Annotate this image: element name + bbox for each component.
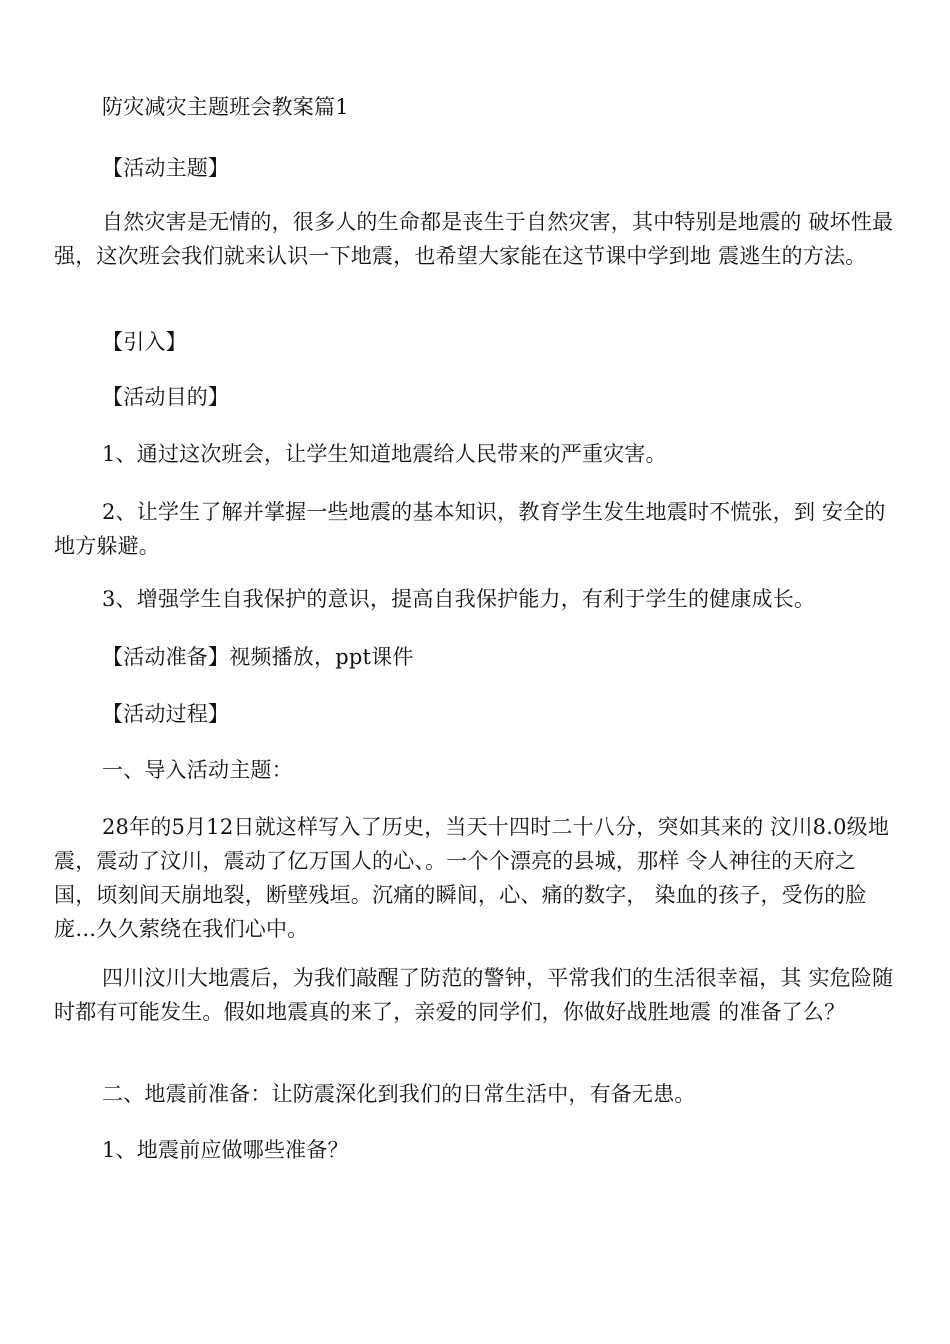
process-step-heading-1: 一、导入活动主题： — [102, 758, 293, 782]
paragraph-theme-description: 自然灾害是无情的，很多人的生命都是丧生于自然灾害，其中特别是地震的 破坏性最强，这次班会我们就来认识一下地震，也希望大家能在这节课中学到地 震逃生的方法。 — [54, 210, 894, 268]
process-step-heading-2: 二、地震前准备：让防震深化到我们的日常生活中，有备无患。 — [102, 1082, 696, 1106]
paragraph-wenchuan-warning: 四川汶川大地震后，为我们敲醒了防范的警钟，平常我们的生活很幸福，其 实危险随时都有可能发生。假如地震真的来了，亲爱的同学们，你做好战胜地震 的准备了么？ — [54, 966, 894, 1024]
section-heading-activity-purpose: 【活动目的】 — [102, 385, 230, 409]
document-title: 防灾减灾主题班会教案篇1 — [102, 95, 349, 119]
paragraph-wenchuan-history: 28年的5月12日就这样写入了历史，当天十四时二十八分，突如其来的 汶川8.0级地震，震动了汶川，震动了亿万国人的心、。一个个漂亮的县城，那样 令人神往的天府之国，顷刻间天崩地裂，断壁残垣。沉痛的瞬间，心、痛的数字， 染血的孩子，受伤的脸庞…久久萦绕在我们心中。 — [54, 815, 890, 941]
activity-preparation: 【活动准备】视频播放，ppt课件 — [102, 645, 414, 669]
section-heading-introduction: 【引入】 — [102, 330, 187, 354]
section-heading-activity-process: 【活动过程】 — [102, 702, 230, 726]
section-heading-activity-theme: 【活动主题】 — [102, 156, 230, 180]
purpose-item-2: 2、让学生了解并掌握一些地震的基本知识，教育学生发生地震时不慌张，到 安全的地方躲避。 — [54, 500, 886, 558]
purpose-item-1: 1、通过这次班会，让学生知道地震给人民带来的严重灾害。 — [102, 442, 667, 466]
question-item-1: 1、地震前应做哪些准备？ — [102, 1138, 349, 1162]
purpose-item-3: 3、增强学生自我保护的意识，提高自我保护能力，有利于学生的健康成长。 — [102, 587, 816, 611]
